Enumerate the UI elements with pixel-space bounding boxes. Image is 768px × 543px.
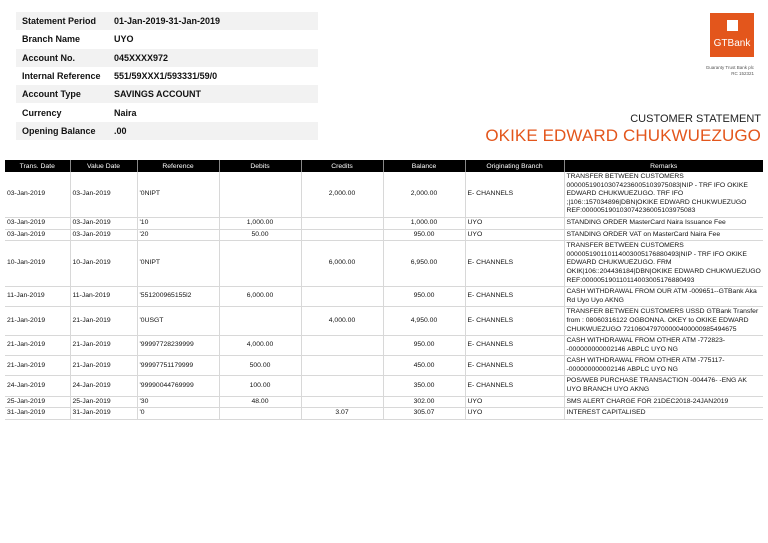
credit-cell <box>301 217 383 229</box>
credit-cell <box>301 229 383 241</box>
balance-cell: 950.00 <box>383 287 465 307</box>
trans-date-cell: 21-Jan-2019 <box>5 307 70 336</box>
balance-cell: 450.00 <box>383 356 465 376</box>
value-date-cell: 03-Jan-2019 <box>70 172 137 217</box>
credit-cell: 4,000.00 <box>301 307 383 336</box>
branch-cell: UYO <box>465 217 564 229</box>
table-row <box>5 356 763 376</box>
value-date-cell: 21-Jan-2019 <box>70 307 137 336</box>
remarks-cell: CASH WITHDRAWAL FROM OTHER ATM -775117--000000000002146 ABPLC UYO NG <box>564 356 763 376</box>
balance-cell: 305.07 <box>383 408 465 420</box>
column-header-balance: Balance <box>383 160 465 172</box>
remarks-cell: CASH WITHDRAWAL FROM OTHER ATM -772823--000000000002146 ABPLC UYO NG <box>564 336 763 356</box>
value-date-cell: 10-Jan-2019 <box>70 241 137 287</box>
info-label: Branch Name <box>16 30 108 48</box>
credit-cell: 3.07 <box>301 408 383 420</box>
remarks-cell: TRANSFER BETWEEN CUSTOMERS USSD GTBank Transfer from : 08060316122 OGBONNA. OKEY to OKIKE EDWARD CHUKWUEZUGO 721060479700000400000985494675 <box>564 307 763 336</box>
trans-date-cell: 11-Jan-2019 <box>5 287 70 307</box>
reference-cell: '0NIPT <box>137 241 219 287</box>
credit-cell: 6,000.00 <box>301 241 383 287</box>
trans-date-cell: 21-Jan-2019 <box>5 356 70 376</box>
table-row <box>5 307 763 336</box>
table-row <box>5 172 763 217</box>
debit-cell <box>219 408 301 420</box>
branch-cell: UYO <box>465 408 564 420</box>
column-header-reference: Reference <box>137 160 219 172</box>
table-row <box>5 241 763 287</box>
balance-cell: 4,950.00 <box>383 307 465 336</box>
value-date-cell: 03-Jan-2019 <box>70 229 137 241</box>
info-label: Internal Reference <box>16 67 108 85</box>
debit-cell <box>219 172 301 217</box>
info-label: Statement Period <box>16 12 108 30</box>
gtbank-logo <box>710 13 754 57</box>
logo-square-icon <box>727 20 738 31</box>
value-date-cell: 25-Jan-2019 <box>70 396 137 408</box>
table-row <box>5 396 763 408</box>
reference-cell: '0USGT <box>137 307 219 336</box>
column-header-credits: Credits <box>301 160 383 172</box>
table-row <box>5 287 763 307</box>
trans-date-cell: 03-Jan-2019 <box>5 172 70 217</box>
info-row-branch-name <box>16 30 318 48</box>
remarks-cell: TRANSFER BETWEEN CUSTOMERS 000005190103074236005103975083|NIP - TRF IFO OKIKE EDWARD CHUKWUEZUGO. TRF IFO ;|106::157034896|DBN|OKIKE EDWARD CHUKWUEZUGO REF:000005190103074236005103975083 <box>564 172 763 217</box>
trans-date-cell: 25-Jan-2019 <box>5 396 70 408</box>
value-date-cell: 24-Jan-2019 <box>70 376 137 396</box>
trans-date-cell: 21-Jan-2019 <box>5 336 70 356</box>
balance-cell: 302.00 <box>383 396 465 408</box>
remarks-cell: STANDING ORDER MasterCard Naira Issuance Fee <box>564 217 763 229</box>
info-value: Naira <box>108 103 318 121</box>
credit-cell <box>301 356 383 376</box>
reference-cell: '99997728239999 <box>137 336 219 356</box>
remarks-cell: CASH WITHDRAWAL FROM OUR ATM -009651--GTBank Aka Rd Uyo Uyo AKNG <box>564 287 763 307</box>
balance-cell: 950.00 <box>383 229 465 241</box>
info-value: UYO <box>108 30 318 48</box>
debit-cell: 100.00 <box>219 376 301 396</box>
credit-cell <box>301 287 383 307</box>
logo-rc-number: RC 152321 <box>731 71 754 76</box>
trans-date-cell: 31-Jan-2019 <box>5 408 70 420</box>
value-date-cell: 03-Jan-2019 <box>70 217 137 229</box>
value-date-cell: 21-Jan-2019 <box>70 336 137 356</box>
info-value: SAVINGS ACCOUNT <box>108 85 318 103</box>
balance-cell: 950.00 <box>383 336 465 356</box>
credit-cell: 2,000.00 <box>301 172 383 217</box>
info-row-account-type <box>16 85 318 103</box>
debit-cell: 1,000.00 <box>219 217 301 229</box>
customer-name: OKIKE EDWARD CHUKWUEZUGO <box>485 126 761 145</box>
trans-date-cell: 03-Jan-2019 <box>5 229 70 241</box>
info-label: Account No. <box>16 49 108 67</box>
balance-cell: 2,000.00 <box>383 172 465 217</box>
branch-cell: E- CHANNELS <box>465 336 564 356</box>
balance-cell: 1,000.00 <box>383 217 465 229</box>
reference-cell: '551200965155l2 <box>137 287 219 307</box>
table-row <box>5 376 763 396</box>
debit-cell: 48.00 <box>219 396 301 408</box>
reference-cell: '0 <box>137 408 219 420</box>
credit-cell <box>301 376 383 396</box>
remarks-cell: STANDING ORDER VAT on MasterCard Naira Fee <box>564 229 763 241</box>
branch-cell: E- CHANNELS <box>465 356 564 376</box>
column-header-debits: Debits <box>219 160 301 172</box>
transactions-table <box>5 160 763 420</box>
info-label: Account Type <box>16 85 108 103</box>
table-row <box>5 229 763 241</box>
transactions-body <box>5 172 763 419</box>
branch-cell: UYO <box>465 229 564 241</box>
branch-cell: E- CHANNELS <box>465 172 564 217</box>
column-header-remarks: Remarks <box>564 160 763 172</box>
value-date-cell: 11-Jan-2019 <box>70 287 137 307</box>
value-date-cell: 21-Jan-2019 <box>70 356 137 376</box>
reference-cell: '30 <box>137 396 219 408</box>
info-row-statement-period <box>16 12 318 30</box>
debit-cell: 500.00 <box>219 356 301 376</box>
remarks-cell: POS/WEB PURCHASE TRANSACTION -004476- -ENG AK UYO BRANCH UYO AKNG <box>564 376 763 396</box>
account-info-table <box>16 12 318 140</box>
reference-cell: '0NIPT <box>137 172 219 217</box>
trans-date-cell: 10-Jan-2019 <box>5 241 70 287</box>
branch-cell: E- CHANNELS <box>465 307 564 336</box>
debit-cell: 6,000.00 <box>219 287 301 307</box>
info-row-currency <box>16 103 318 121</box>
column-header-trans-date: Trans. Date <box>5 160 70 172</box>
info-value: 01-Jan-2019-31-Jan-2019 <box>108 12 318 30</box>
info-row-opening-balance <box>16 122 318 140</box>
info-value: 045XXXX972 <box>108 49 318 67</box>
info-value: .00 <box>108 122 318 140</box>
statement-title: CUSTOMER STATEMENT <box>630 113 761 125</box>
info-label: Opening Balance <box>16 122 108 140</box>
table-row <box>5 408 763 420</box>
logo-tagline: Guaranty Trust Bank plc <box>705 65 754 70</box>
debit-cell: 4,000.00 <box>219 336 301 356</box>
remarks-cell: TRANSFER BETWEEN CUSTOMERS 000005190110114003005176880493|NIP - TRF IFO OKIKE EDWARD CHUKWUEZUGO. FRM OKIK|106::204436184|DBN|OKIKE EDWARD CHUKWUEZUGO REF:000005190110114003005176880493 <box>564 241 763 287</box>
remarks-cell: SMS ALERT CHARGE FOR 21DEC2018-24JAN2019 <box>564 396 763 408</box>
value-date-cell: 31-Jan-2019 <box>70 408 137 420</box>
debit-cell <box>219 307 301 336</box>
remarks-cell: INTEREST CAPITALISED <box>564 408 763 420</box>
branch-cell: UYO <box>465 396 564 408</box>
column-header-value-date: Value Date <box>70 160 137 172</box>
trans-date-cell: 24-Jan-2019 <box>5 376 70 396</box>
reference-cell: '10 <box>137 217 219 229</box>
trans-date-cell: 03-Jan-2019 <box>5 217 70 229</box>
table-header-row <box>5 160 763 172</box>
credit-cell <box>301 336 383 356</box>
table-row <box>5 217 763 229</box>
reference-cell: '99997751179999 <box>137 356 219 376</box>
info-value: 551/59XXX1/593331/59/0 <box>108 67 318 85</box>
debit-cell <box>219 241 301 287</box>
branch-cell: E- CHANNELS <box>465 376 564 396</box>
info-row-account-no <box>16 49 318 67</box>
branch-cell: E- CHANNELS <box>465 287 564 307</box>
reference-cell: '20 <box>137 229 219 241</box>
balance-cell: 6,950.00 <box>383 241 465 287</box>
debit-cell: 50.00 <box>219 229 301 241</box>
branch-cell: E- CHANNELS <box>465 241 564 287</box>
info-label: Currency <box>16 103 108 121</box>
info-row-internal-reference <box>16 67 318 85</box>
table-row <box>5 336 763 356</box>
balance-cell: 350.00 <box>383 376 465 396</box>
column-header-originating-branch: Originating Branch <box>465 160 564 172</box>
reference-cell: '99990044769999 <box>137 376 219 396</box>
logo-brand-text: GTBank <box>713 38 751 49</box>
credit-cell <box>301 396 383 408</box>
